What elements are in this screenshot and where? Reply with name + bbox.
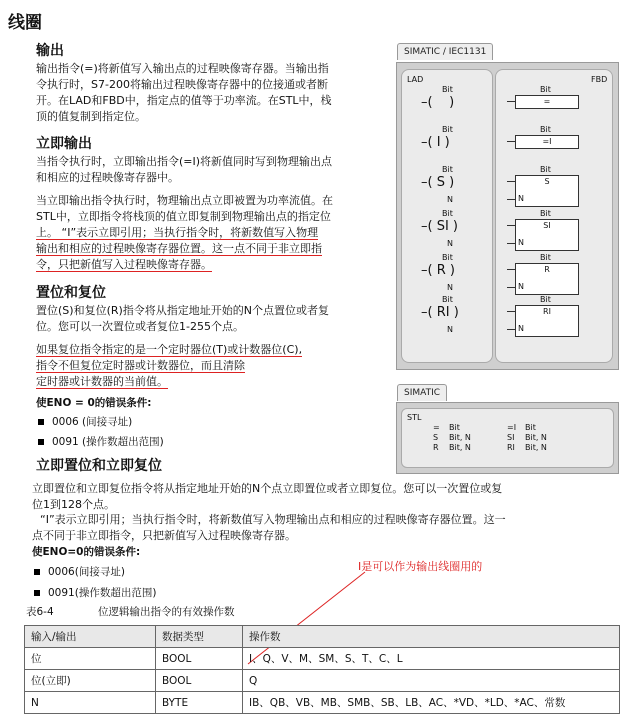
ladder-coil-ri: –( RI ) (421, 305, 459, 320)
table-cell: 位(立即) (25, 670, 156, 692)
fbd-box-eq: = (515, 95, 579, 109)
fbd-label: FBD (591, 75, 608, 84)
stl-rows: = Bit =I Bit S Bit, N SI Bit, N R Bit, N RI Bit, N (433, 423, 547, 452)
fbd-bit-label: Bit (540, 85, 551, 94)
panel-tab-simatic-iec: SIMATIC / IEC1131 (397, 43, 493, 60)
table-cell: IB、QB、VB、MB、SMB、SB、LB、AC、*VD、*LD、*AC、常数 (243, 692, 620, 714)
ladder-coil-out: –( ) (421, 95, 455, 110)
fbd-input-line (507, 101, 515, 102)
section-heading-output: 输出 (36, 43, 64, 59)
fbd-input-line (507, 269, 515, 270)
error-item: 0006 (间接寻址) (38, 414, 132, 429)
fbd-input-line (507, 225, 515, 226)
immediate-paragraph-2: 当立即输出指令执行时，物理输出点立即被置为功率流值。在 STL中，立即指令将栈顶的值立即复制到物理输出点的指定位 上。 “I”表示立即引用；当执行指令时，将新数值写入物理 输出和相应的过程映像寄存器位置。这一点不同于非立即指 令，只把新值写入过程映像寄存器。 (36, 194, 333, 271)
coil-bit-label: Bit (442, 253, 453, 262)
coil-n-label: N (447, 325, 453, 334)
table-cell: 位 (25, 648, 156, 670)
fbd-n-label: N (518, 324, 524, 333)
table-cell: BYTE (156, 692, 243, 714)
fbd-n-line (507, 287, 515, 288)
eno-label-1: 使ENO = 0的错误条件: (36, 397, 152, 409)
fbd-box-r: R (515, 263, 579, 295)
stl-panel (396, 402, 619, 474)
coil-n-label: N (447, 195, 453, 204)
coil-bit-label: Bit (442, 165, 453, 174)
table-header: 操作数 (243, 626, 620, 648)
fbd-input-line (507, 181, 515, 182)
fbd-n-label: N (518, 194, 524, 203)
output-paragraph: 输出指令(=)将新值写入输出点的过程映像寄存器。当输出指 令执行时，S7-200将输出过程映像寄存器中的位接通或者断 开。在LAD和FBD中，指定点的值等于功率流。在STL中，栈 顶的值复制到指定位。 (36, 62, 332, 123)
ladder-coil-i: –( I ) (421, 135, 450, 150)
table-header: 输入/输出 (25, 626, 156, 648)
table-row (25, 648, 620, 670)
fbd-input-line (507, 311, 515, 312)
section-heading-setreset: 置位和复位 (36, 285, 106, 301)
fbd-n-line (507, 243, 515, 244)
fbd-n-line (507, 329, 515, 330)
lad-label: LAD (407, 75, 424, 84)
table-header: 数据类型 (156, 626, 243, 648)
coil-bit-label: Bit (442, 209, 453, 218)
table-cell: I、Q、V、M、SM、S、T、C、L (243, 648, 620, 670)
table-cell: Q (243, 670, 620, 692)
section-heading-imm-setreset: 立即置位和立即复位 (36, 458, 162, 474)
table-cell: BOOL (156, 648, 243, 670)
error-item: 0091(操作数超出范围) (34, 585, 156, 600)
panel-tab-simatic: SIMATIC (397, 384, 447, 401)
table-row (25, 670, 620, 692)
fbd-box-eqi: =I (515, 135, 579, 149)
fbd-n-line (507, 199, 515, 200)
table-caption: 位逻辑输出指令的有效操作数 (98, 606, 235, 618)
fbd-n-label: N (518, 282, 524, 291)
table-header-row (25, 626, 620, 648)
ladder-coil-s: –( S ) (421, 175, 455, 190)
error-item: 0091 (操作数超出范围) (38, 434, 164, 449)
coil-bit-label: Bit (442, 295, 453, 304)
operand-table (24, 625, 620, 714)
error-item: 0006(间接寻址) (34, 564, 125, 579)
ladder-coil-si: –( SI ) (421, 219, 458, 234)
fbd-bit-label: Bit (540, 253, 551, 262)
fbd-bit-label: Bit (540, 295, 551, 304)
coil-bit-label: Bit (442, 85, 453, 94)
fbd-input-line (507, 141, 515, 142)
imm-setreset-paragraph-2: “I”表示立即引用；当执行指令时，将新数值写入物理输出点和相应的过程映像寄存器位置。这一 点不同于非立即指令，只把新值写入过程映像寄存器。 (32, 513, 506, 542)
table-row (25, 692, 620, 714)
section-heading-immediate: 立即输出 (36, 136, 92, 152)
table-caption-number: 表6-4 (26, 606, 54, 618)
red-annotation: I是可以作为输出线圈用的 (358, 560, 483, 573)
coil-n-label: N (447, 283, 453, 292)
setreset-paragraph-2: 如果复位指令指定的是一个定时器位(T)或计数器位(C), 指令不但复位定时器或计数器位，而且清除 定时器或计数器的当前值。 (36, 343, 303, 388)
fbd-bit-label: Bit (540, 209, 551, 218)
eno-label-2: 使ENO=0的错误条件: (32, 546, 141, 558)
setreset-paragraph-1: 置位(S)和复位(R)指令将从指定地址开始的N个点置位或者复 位。您可以一次置位或者复位1-255个点。 (36, 304, 330, 333)
coil-bit-label: Bit (442, 125, 453, 134)
fbd-bit-label: Bit (540, 125, 551, 134)
stl-label: STL (407, 413, 422, 422)
fbd-box-s: S (515, 175, 579, 207)
fbd-n-label: N (518, 238, 524, 247)
fbd-box-si: SI (515, 219, 579, 251)
table-cell: BOOL (156, 670, 243, 692)
page-title: 线圈 (8, 13, 42, 33)
ladder-coil-r: –( R ) (421, 263, 455, 278)
lad-fbd-panel (396, 62, 619, 370)
fbd-box-ri: RI (515, 305, 579, 337)
fbd-bit-label: Bit (540, 165, 551, 174)
immediate-paragraph-1: 当指令执行时，立即输出指令(=I)将新值同时写到物理输出点 和相应的过程映像寄存器中。 (36, 155, 333, 184)
table-cell: N (25, 692, 156, 714)
coil-n-label: N (447, 239, 453, 248)
imm-setreset-paragraph-1: 立即置位和立即复位指令将从指定地址开始的N个点立即置位或者立即复位。您可以一次置位或复 位1到128个点。 (32, 482, 503, 511)
